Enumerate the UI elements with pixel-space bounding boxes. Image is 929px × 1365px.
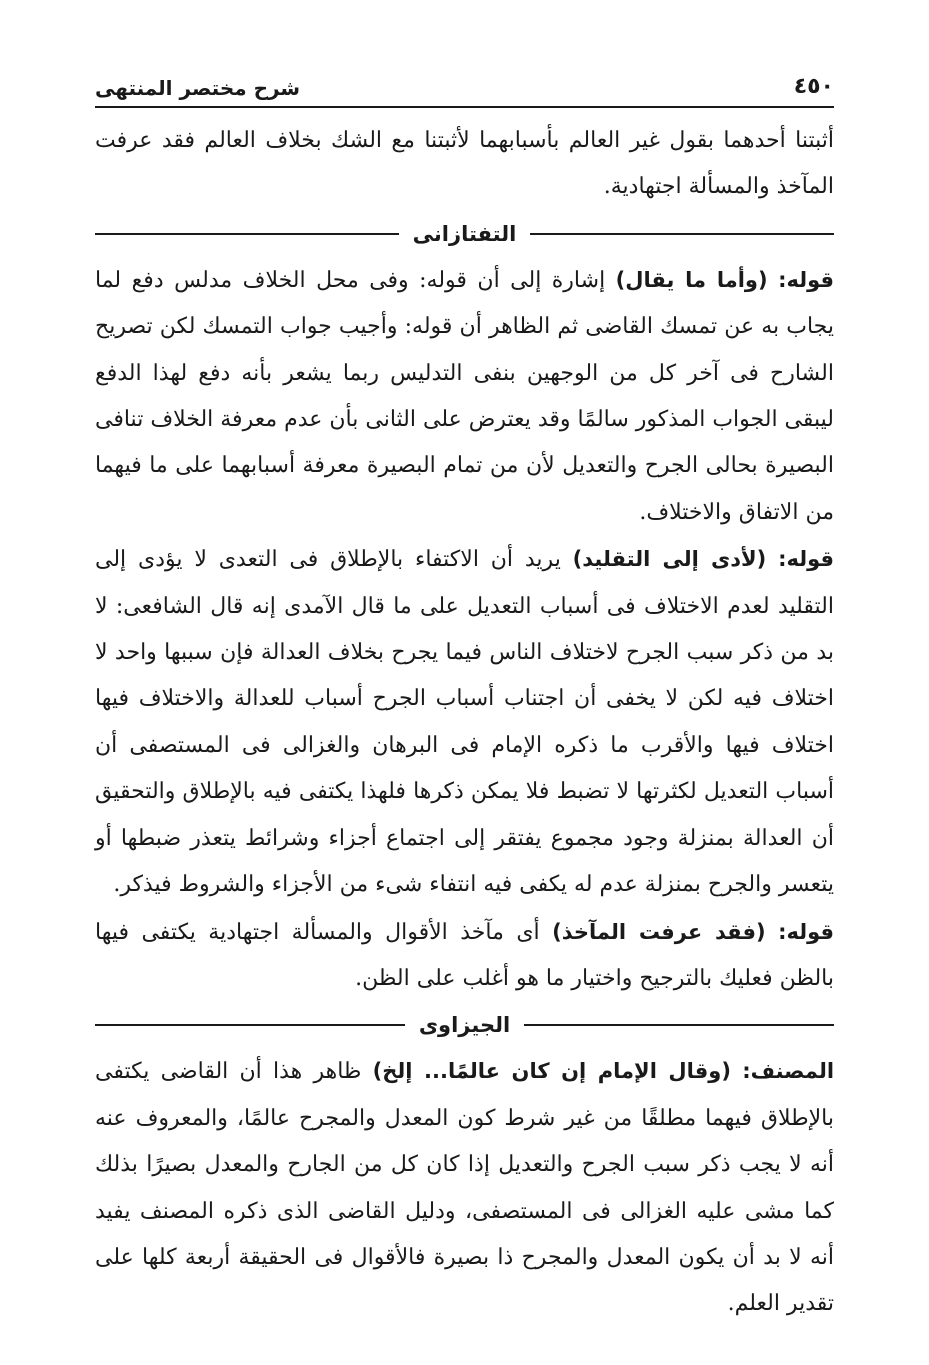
paragraph-text: إشارة إلى أن قوله: وفى محل الخلاف مدلس دفع لما يجاب به عن تمسك القاضى ثم الظاهر أن قوله: وأجيب جواب التمسك لكن تصريح الشارح فى آخر كل من الوجهين بنفى التدليس ربما يشعر بأنه دفع لهذا الدفع ليبقى الجواب المذكور سالمًا وقد يعترض على الثانى بأن عدم معرفة الخلاف تنافى البصيرة بحالى الجرح والتعديل لأن من تمام البصيرة معرفة أسبابهما على ما فيهما من الاتفاق والاختلاف. xyxy=(95,267,834,525)
intro-text: أثبتنا أحدهما بقول غير العالم بأسبابهما لأثبتنا مع الشك بخلاف العالم فقد عرفت المآخذ والمسألة اجتهادية. xyxy=(95,128,834,200)
separator-rule xyxy=(530,233,834,235)
running-head xyxy=(95,66,834,106)
quoted-phrase: (فقد عرفت المآخذ) xyxy=(552,919,766,944)
section-title-taftazani: التفتازانى xyxy=(412,221,517,246)
book-title: شرح مختصر المنتهى xyxy=(95,76,301,100)
paragraph-text: ظاهر هذا أن القاضى يكتفى بالإطلاق فيهما مطلقًا من غير شرط كون المعدل والمجرح عالمًا، والمعروف عنه أنه لا يجب ذكر سبب الجرح والتعديل إذا كان كل من الجارح والمعدل بصيرًا بذلك كما مشى عليه الغزالى فى المستصفى، ودليل القاضى الذى ذكره المصنف يفيد أنه لا بد أن يكون المعدل والمجرح ذا بصيرة فالأقوال فى الحقيقة أربعة كلها على تقدير العلم. xyxy=(95,1059,834,1317)
intro-paragraph xyxy=(95,118,834,211)
quoted-phrase: (وأما ما يقال) xyxy=(615,267,768,292)
commentary-paragraph xyxy=(95,257,834,536)
paragraph-text: أى مآخذ الأقوال والمسألة اجتهادية يكتفى فيها بالظن فعليك بالترجيح واختيار ما هو أغلب على الظن. xyxy=(95,919,834,991)
quoted-phrase: (وقال الإمام إن كان عالمًا... إلخ) xyxy=(372,1059,731,1084)
separator-rule xyxy=(95,233,399,235)
section-separator-taftazani xyxy=(95,211,834,257)
separator-rule xyxy=(95,1024,405,1026)
paragraph-text: يريد أن الاكتفاء بالإطلاق فى التعدى لا يؤدى إلى التقليد لعدم الاختلاف فى أسباب التعديل على ما قال الآمدى إنه قال الشافعى: لا بد من ذكر سبب الجرح لاختلاف الناس فيما يجرح بخلاف العدالة فإن سببها واحد لا اختلاف فيه لكن لا يخفى أن اجتناب أسباب الجرح أسباب للعدالة والاختلاف فيها اختلاف فيها والأقرب ما ذكره الإمام فى البرهان والغزالى فى المستصفى أن أسباب التعديل لكثرتها لا تضبط فلا يمكن ذكرها فلهذا يكتفى فيه بالإطلاق والتحقيق أن العدالة بمنزلة وجود مجموع يفتقر إلى اجتماع أجزاء وشرائط يتعذر ضبطها أو يتعسر والجرح بمنزلة عدم له يكفى فيه انتفاء شىء من الأجزاء والشروط فيذكر. xyxy=(95,547,834,898)
paragraph-label: المصنف: xyxy=(742,1059,835,1084)
quoted-phrase: (لأدى إلى التقليد) xyxy=(572,547,767,572)
paragraph-label: قوله: xyxy=(778,267,835,292)
section-separator-jizawi xyxy=(95,1002,834,1048)
commentary-paragraph xyxy=(95,909,834,1003)
paragraph-label: قوله: xyxy=(778,547,834,572)
separator-rule xyxy=(524,1024,834,1026)
section-title-jizawi: الجيزاوى xyxy=(418,1013,511,1038)
commentary-paragraph xyxy=(95,1048,834,1327)
page-body xyxy=(95,118,834,1328)
commentary-paragraph xyxy=(95,536,834,908)
page-number: ٤٥٠ xyxy=(793,74,834,99)
paragraph-label: قوله: xyxy=(778,919,834,944)
header-rule xyxy=(95,106,834,108)
